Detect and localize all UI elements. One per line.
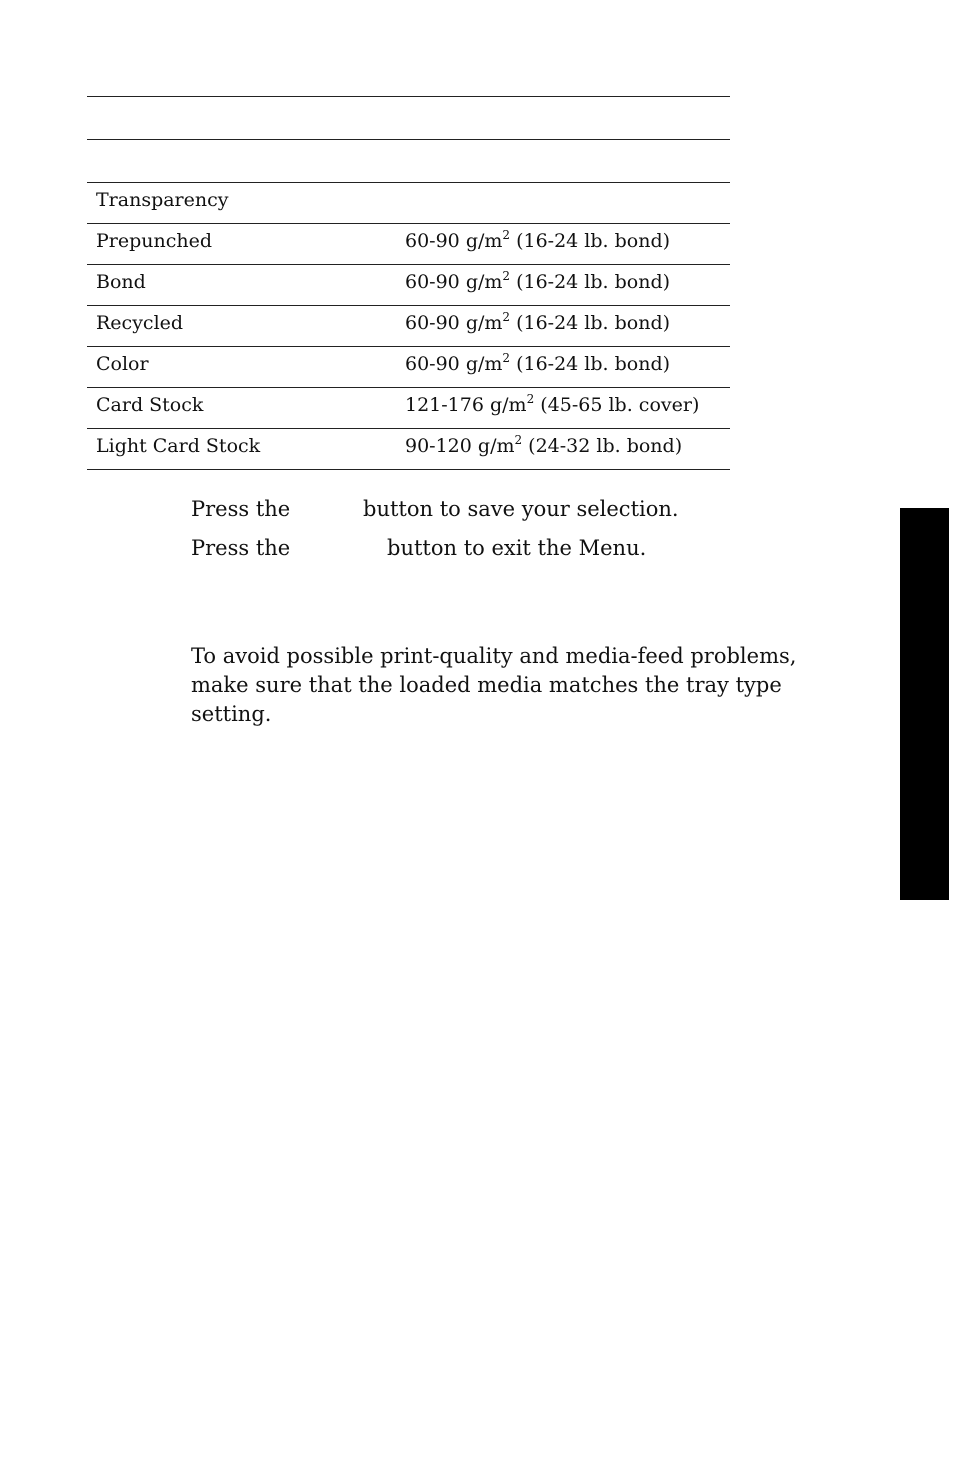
weight-value: 90-120 g/m [405,435,515,457]
media-weight-cell [405,271,670,293]
media-weight-cell [405,435,682,457]
table-row [87,305,730,346]
note-paragraph: To avoid possible print-quality and media-feed problems, make sure that the loaded media matches the tray type setting. [191,644,797,726]
media-type-cell: Transparency [96,189,229,211]
table-row [87,182,730,223]
step-save-prefix: Press the [191,497,291,521]
media-type-cell: Recycled [96,312,184,334]
media-type-cell: Light Card Stock [96,435,261,457]
media-weight-cell [405,394,699,416]
table-row [87,264,730,305]
weight-superscript: 2 [502,351,511,365]
weight-superscript: 2 [502,269,511,283]
weight-equivalent: (16-24 lb. bond) [510,353,671,375]
weight-superscript: 2 [526,392,535,406]
weight-value: 121-176 g/m [405,394,527,416]
chapter-thumb-tab [900,508,949,900]
table-row [87,428,730,470]
weight-superscript: 2 [502,228,511,242]
media-type-table [87,96,730,470]
table-header-row [87,96,730,139]
weight-value: 60-90 g/m [405,312,503,334]
media-weight-cell [405,230,670,252]
weight-equivalent: (16-24 lb. bond) [510,271,671,293]
weight-equivalent: (45-65 lb. cover) [534,394,700,416]
table-row [87,346,730,387]
weight-superscript: 2 [502,310,511,324]
weight-value: 60-90 g/m [405,230,503,252]
weight-value: 60-90 g/m [405,271,503,293]
media-type-cell: Card Stock [96,394,204,416]
media-type-cell: Color [96,353,149,375]
weight-superscript: 2 [514,433,523,447]
table-header-row [87,139,730,182]
table-row [87,223,730,264]
weight-value: 60-90 g/m [405,353,503,375]
media-weight-cell [405,353,670,375]
weight-equivalent: (16-24 lb. bond) [510,312,671,334]
step-exit-text: button to exit the Menu. [387,536,647,560]
step-save-text: button to save your selection. [363,497,679,521]
table-row [87,387,730,428]
step-exit-prefix: Press the [191,536,291,560]
media-weight-cell [405,312,670,334]
media-type-cell: Prepunched [96,230,213,252]
media-type-cell: Bond [96,271,146,293]
weight-equivalent: (16-24 lb. bond) [510,230,671,252]
weight-equivalent: (24-32 lb. bond) [522,435,683,457]
